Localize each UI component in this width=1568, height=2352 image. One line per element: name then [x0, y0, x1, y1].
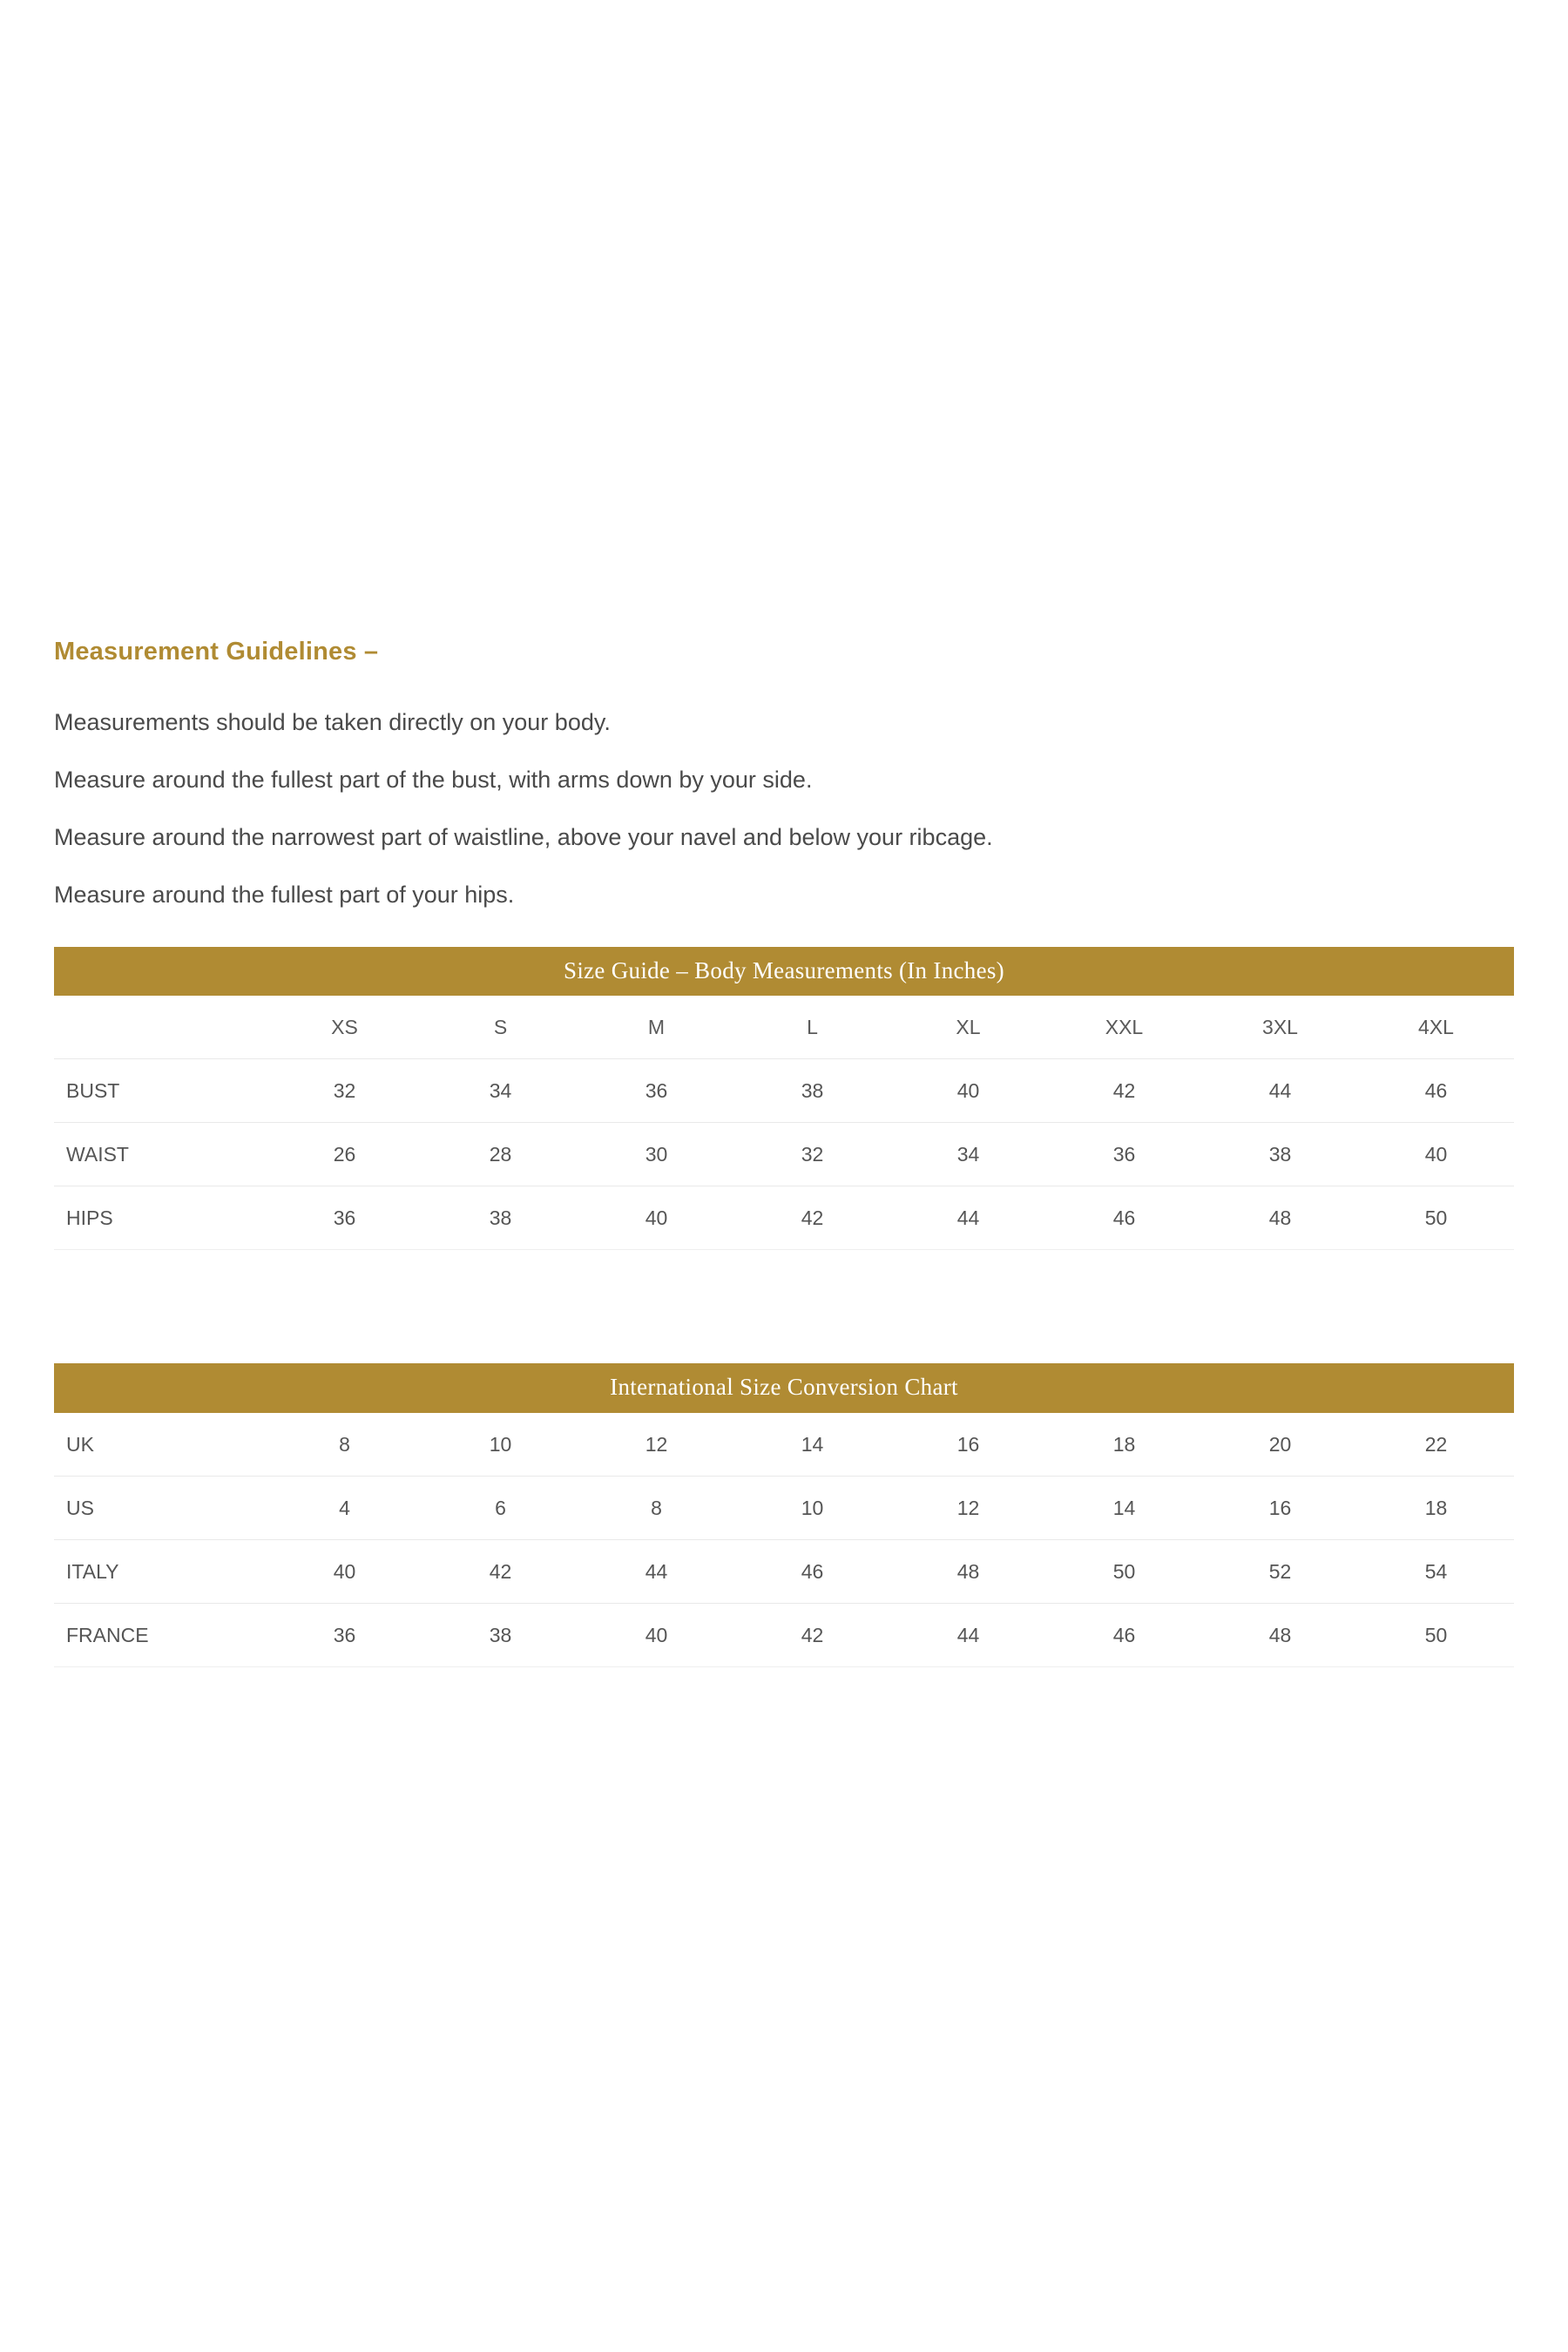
table-cell: 38: [422, 1604, 578, 1667]
row-label: FRANCE: [54, 1604, 267, 1667]
row-label: ITALY: [54, 1540, 267, 1604]
column-header-3xl: 3XL: [1202, 996, 1358, 1059]
table-cell: 16: [1202, 1477, 1358, 1540]
table-cell: 42: [734, 1186, 890, 1250]
table-row: [54, 1123, 1514, 1186]
table-cell: 40: [267, 1540, 422, 1604]
table-row: [54, 1059, 1514, 1123]
table-cell: 44: [890, 1186, 1046, 1250]
guideline-item: Measure around the fullest part of your hips.: [54, 881, 515, 908]
size-conversion-table: [54, 1413, 1514, 1667]
table-header-row: [54, 996, 1514, 1059]
guideline-item: Measurements should be taken directly on your body.: [54, 708, 611, 735]
table-cell: 38: [422, 1186, 578, 1250]
table-row: [54, 1413, 1514, 1477]
table-cell: 36: [1046, 1123, 1202, 1186]
table-row: [54, 1477, 1514, 1540]
table-cell: 44: [1202, 1059, 1358, 1123]
row-label: HIPS: [54, 1186, 267, 1250]
table-cell: 48: [890, 1540, 1046, 1604]
table-cell: 42: [1046, 1059, 1202, 1123]
column-header-xxl: XXL: [1046, 996, 1202, 1059]
table-cell: 18: [1358, 1477, 1514, 1540]
table-cell: 6: [422, 1477, 578, 1540]
row-label: US: [54, 1477, 267, 1540]
table-cell: 30: [578, 1123, 734, 1186]
table-cell: 26: [267, 1123, 422, 1186]
table-cell: 46: [1358, 1059, 1514, 1123]
table-cell: 8: [578, 1477, 734, 1540]
table-cell: 50: [1046, 1540, 1202, 1604]
table-cell: 50: [1358, 1604, 1514, 1667]
table-cell: 48: [1202, 1186, 1358, 1250]
column-header-l: L: [734, 996, 890, 1059]
column-header-s: S: [422, 996, 578, 1059]
table-cell: 38: [734, 1059, 890, 1123]
guideline-item: Measure around the narrowest part of waistline, above your navel and below your ribcage.: [54, 823, 993, 850]
table-cell: 14: [1046, 1477, 1202, 1540]
table-cell: 12: [890, 1477, 1046, 1540]
table-cell: 44: [578, 1540, 734, 1604]
size-conversion-table-block: [54, 1363, 1514, 1667]
body-measurements-table-block: [54, 947, 1514, 1251]
table-cell: 46: [1046, 1186, 1202, 1250]
table-cell: 16: [890, 1413, 1046, 1477]
table-cell: 32: [734, 1123, 890, 1186]
row-label: BUST: [54, 1059, 267, 1123]
table-cell: 10: [422, 1413, 578, 1477]
table-cell: 4: [267, 1477, 422, 1540]
table-cell: 48: [1202, 1604, 1358, 1667]
column-header-m: M: [578, 996, 734, 1059]
table-row: [54, 1540, 1514, 1604]
table-cell: 46: [734, 1540, 890, 1604]
table-cell: 28: [422, 1123, 578, 1186]
table-cell: 40: [578, 1186, 734, 1250]
table-cell: 8: [267, 1413, 422, 1477]
body-measurements-table: [54, 996, 1514, 1250]
table-cell: 22: [1358, 1413, 1514, 1477]
table-cell: 52: [1202, 1540, 1358, 1604]
table-cell: 36: [267, 1604, 422, 1667]
table-cell: 40: [890, 1059, 1046, 1123]
table-cell: 10: [734, 1477, 890, 1540]
table-cell: 12: [578, 1413, 734, 1477]
column-header-xl: XL: [890, 996, 1046, 1059]
table-cell: 40: [578, 1604, 734, 1667]
page-title: Measurement Guidelines –: [54, 638, 379, 666]
table-cell: 42: [422, 1540, 578, 1604]
table-cell: 14: [734, 1413, 890, 1477]
row-label: UK: [54, 1413, 267, 1477]
table-cell: 50: [1358, 1186, 1514, 1250]
size-guide-content: [54, 636, 1514, 1667]
table-cell: 36: [578, 1059, 734, 1123]
body-measurements-table-title: Size Guide – Body Measurements (In Inches): [54, 947, 1514, 997]
column-header-xs: XS: [267, 996, 422, 1059]
table-cell: 32: [267, 1059, 422, 1123]
table-cell: 40: [1358, 1123, 1514, 1186]
table-row: [54, 1604, 1514, 1667]
table-cell: 34: [890, 1123, 1046, 1186]
table-row: [54, 1186, 1514, 1250]
table-cell: 20: [1202, 1413, 1358, 1477]
column-header-blank: [54, 996, 267, 1059]
table-cell: 54: [1358, 1540, 1514, 1604]
measurement-guidelines-list: [54, 708, 1514, 908]
table-cell: 18: [1046, 1413, 1202, 1477]
section-divider-space: [54, 1250, 1514, 1334]
table-cell: 44: [890, 1604, 1046, 1667]
table-cell: 42: [734, 1604, 890, 1667]
row-label: WAIST: [54, 1123, 267, 1186]
table-cell: 34: [422, 1059, 578, 1123]
column-header-4xl: 4XL: [1358, 996, 1514, 1059]
table-cell: 36: [267, 1186, 422, 1250]
table-cell: 46: [1046, 1604, 1202, 1667]
guideline-item: Measure around the fullest part of the bust, with arms down by your side.: [54, 766, 813, 793]
table-cell: 38: [1202, 1123, 1358, 1186]
size-conversion-table-title: International Size Conversion Chart: [54, 1363, 1514, 1413]
